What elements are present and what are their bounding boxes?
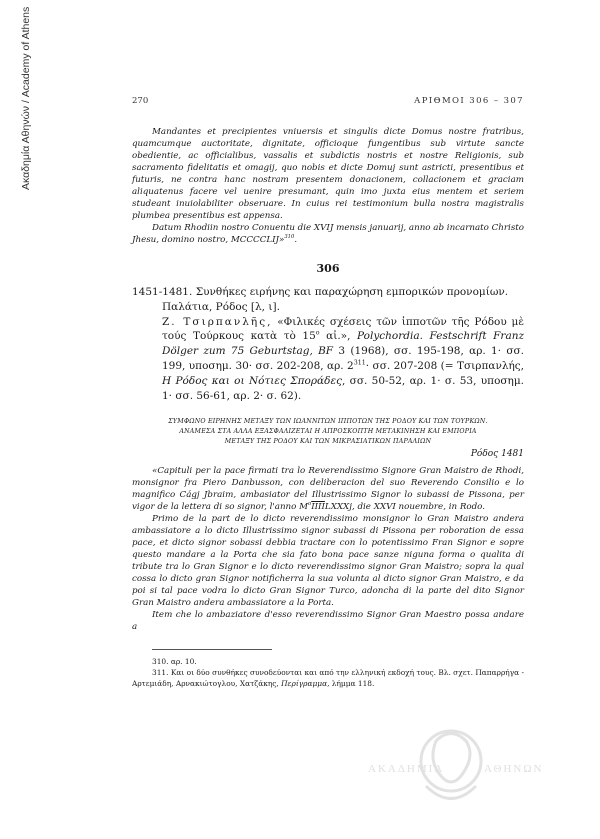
paragraph-text: «Capituli per la pace firmati tra lo Reverendissimo Signore Gran Maistro de Rhodi, monsignor fra Piero Danbusson, con deliberacion del suo Reverendo Consilio e lo magnifico Cágj Jbraim, ambasiator del Illustrissimo Signor lo subassi de Pissona, per vigor de la lettera di so signor, l'anno M — [132, 466, 524, 513]
heading-line: ΑΝΑΜΕΣΑ ΣΤΑ ΑΛΛΑ ΕΞΑΣΦΑΛΙΖΕΤΑΙ Η ΑΠΡΟΣΚΟΠΤΗ ΜΕΤΑΚΙΝΗΣΗ ΚΑΙ ΕΜΠΟΡΙΑ — [179, 428, 477, 436]
bib-rest1: 3 (1968), σσ. 195-198, αρ. 1· σσ. 199, υποσημ. 30· σσ. 202-208, αρ. 2 — [162, 345, 524, 372]
footnote-ref-310: 310 — [284, 234, 295, 241]
archive-side-label: Ακαδημία Αθηνών / Academy of Athens — [20, 6, 32, 190]
footnote-text: , λήμμα 118. — [327, 679, 375, 689]
document-text-paragraph: Item che lo ambaziatore d'esso reverendissimo Signor Gran Maestro possa andare a — [132, 610, 524, 633]
summary-text: Συνθήκες ειρήνης και παραχώρηση εμπορικών προνομίων. Παλάτια, Ρόδος [λ, ι]. — [162, 286, 509, 313]
footnote-number: 311. — [152, 668, 169, 678]
page-content — [132, 126, 524, 689]
bib-article-end: αἰ.», — [319, 330, 351, 343]
watermark-left-text: ΑΚΑΔΗΜΙΑ — [368, 763, 445, 775]
footnote-ref-311: 311 — [353, 359, 366, 367]
running-title: ΑΡΙΘΜΟΙ 306 – 307 — [414, 96, 524, 106]
footnote-text: Και οι δύο συνθήκες συνοδεύονται και από την ελληνική εκδοχή τους. Βλ. σχετ. Παπαρρήγα - Αρτεμιάδη, Αρνακιώτογλου, Χατζάκης, — [132, 668, 524, 689]
bibliography-entry — [132, 315, 524, 404]
document-summary — [132, 285, 524, 315]
document-text-paragraph — [132, 465, 524, 513]
bib-book: Η Ρόδος και οι Νότιες Σποράδες — [162, 374, 342, 387]
date-range: 1451-1481. — [132, 286, 193, 298]
bib-article: «Φιλικές σχέσεις τῶν ἱπποτῶν τῆς Ρόδου μὲ τούς Τούρκους κατὰ τὸ 15 — [162, 315, 524, 343]
heading-line: ΣΥΜΦΩΝΟ ΕΙΡΗΝΗΣ ΜΕΤΑΞΥ ΤΩΝ ΙΩΑΝΝΙΤΩΝ ΙΠΠΟΤΩΝ ΤΗΣ ΡΟΔΟΥ ΚΑΙ ΤΩΝ ΤΟΥΡΚΩΝ. — [168, 418, 488, 426]
superscript-o: o — [308, 501, 312, 508]
footnote-separator — [152, 649, 272, 650]
previous-document-dating: Datum Rhodiin nostro Conuentu die XVIJ mensis januarij, anno ab incarnato Christo Jhesu, domino nostro, MCCCCLIJ»$^{310}$. — [132, 223, 524, 245]
document-heading — [132, 417, 524, 447]
dating-text: Datum Rhodiin nostro Conuentu die XVIJ mensis januarij, anno ab incarnato Christo Jhesu, domino nostro, MCCCCLIJ» — [132, 223, 524, 245]
footnote-number: 310. — [152, 657, 169, 667]
paragraph-text: IIII — [311, 502, 325, 513]
bib-rest3: , σσ. 50-52, αρ. 1· σ. 53, υποσημ. 1· σσ. 56-61, αρ. 2· σ. 62). — [162, 374, 525, 402]
previous-document-paragraph: Mandantes et precipientes vniuersis et singulis dicte Domus nostre fratribus, quamcumque auctoritate, dignitate, officioque fungentibus sub virtute sancte obedientie, ac officialibus, vassalis et subdictis nostris et nostre Religionis, sub sacramento fidelitatis et omagij, quo nobis et dicte Domuj sunt astricti, presentibus et futuris, ne contra hanc nostram presentem donacionem, collacionem et graciam aliquatenus facere vel uenire presumant, quin imo juxta eius mentem et seriem studeant inuiolabiliter obseruare. In cuius rei testimonium bulla nostra magistralis plumbea presentibus est appensa. — [132, 127, 524, 221]
footnote-310 — [132, 656, 524, 667]
document-number: 306 — [316, 262, 340, 275]
bib-rest2: · σσ. 207-208 (= Τσιρπανλής, — [365, 359, 524, 372]
watermark-right-text: ΑΘΗΝΩΝ — [484, 763, 544, 775]
footnote-text: αρ. 10. — [170, 657, 197, 667]
place-date: Ρόδος 1481 — [470, 449, 524, 460]
document-text-paragraph: Primo de la part de lo dicto reverendissimo monsignor lo Gran Maistro andera ambassiatore a lo dicto Illustrissimo signor subassi di Pissona per roboration de essa pace, et dicto signor sobassi debbia tractare con lo potentissimo Fran Signor e sopre questo mandare a la Porta che sia fato bona pace sanze niguna forma o qualita di tribute tra lo Gran Signor e lo dicto reverendissimo signor Gran Maistro; sopra la qual cossa lo dicto gran Signor notificherra la sua volunta al dicto signor Gran Maistro, e da poi si tal pace vodra lo dicto Gran Signor Turco, adoncha di la parte del dito Signor Gran Maistro andera ambassiatore a la Porta. — [132, 514, 524, 609]
page-number: 270 — [132, 96, 149, 106]
bib-article-sup: ο — [315, 329, 320, 337]
bib-journal: Polychordia. Festschrift Franz Dölger zum 75 Geburtstag, BF — [162, 330, 524, 358]
footnote-311 — [132, 667, 524, 689]
heading-line: ΜΕΤΑΞΥ ΤΗΣ ΡΟΔΟΥ ΚΑΙ ΤΩΝ ΜΙΚΡΑΣΙΑΤΙΚΩΝ ΠΑΡΑΛΙΩΝ — [224, 438, 432, 446]
footnote-italic: Περίγραμμα — [281, 679, 328, 689]
paragraph-text: LXXXj, die XXVI nouembre, in Rodo. — [324, 502, 486, 513]
academy-watermark-logo — [366, 716, 544, 826]
bib-author: Ζ. Τσιρπανλῆς, — [162, 315, 273, 328]
